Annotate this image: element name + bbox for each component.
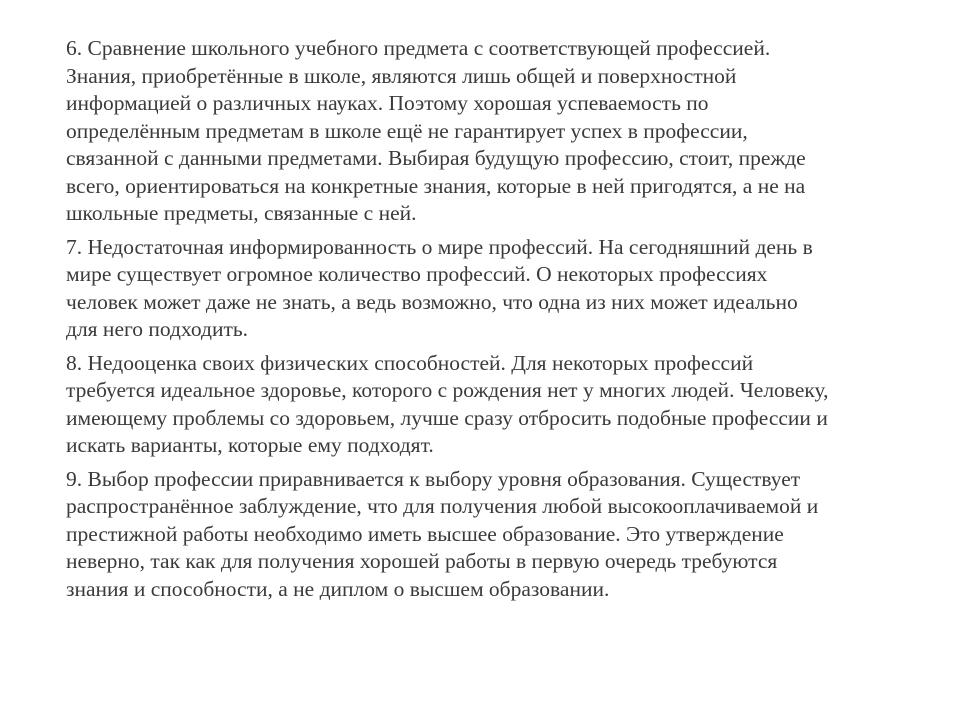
- paragraph-line: престижной работы необходимо иметь высшее образование. Это утверждение: [66, 521, 784, 546]
- paragraph-item-9: [66, 466, 916, 604]
- paragraph-line: неверно, так как для получения хорошей работы в первую очередь требуются: [66, 549, 778, 573]
- paragraph-line: мире существует огромное количество профессий. О некоторых профессиях: [66, 262, 768, 286]
- paragraph-item-7: [66, 234, 916, 344]
- paragraph-line: информацией о различных науках. Поэтому хорошая успеваемость по: [66, 91, 709, 115]
- paragraph-line: 7. Недостаточная информированность о мире профессий. На сегодняшний день в: [66, 234, 813, 259]
- slide-text-block: [66, 35, 916, 609]
- paragraph-line: всего, ориентироваться на конкретные знания, которые в ней пригодятся, а не на: [66, 173, 806, 198]
- paragraph-line: Знания, приобретённые в школе, являются лишь общей и поверхностной: [66, 63, 737, 88]
- paragraph-line: человек может даже не знать, а ведь возможно, что одна из них может идеально: [66, 289, 798, 314]
- paragraph-line: знания и способности, а не диплом о высшем образовании.: [66, 576, 610, 601]
- paragraph-line: школьные предметы, связанные с ней.: [66, 201, 417, 225]
- paragraph-line: определённым предметам в школе ещё не гарантирует успех в профессии,: [66, 118, 748, 143]
- paragraph-line: для него подходить.: [66, 317, 249, 341]
- paragraph-line: искать варианты, которые ему подходят.: [66, 433, 434, 457]
- paragraph-item-6: [66, 35, 916, 228]
- paragraph-line: связанной с данными предметами. Выбирая будущую профессию, стоит, прежде: [66, 146, 806, 170]
- paragraph-line: имеющему проблемы со здоровьем, лучше сразу отбросить подобные профессии и: [66, 405, 828, 430]
- paragraph-line: распространённое заблуждение, что для получения любой высокооплачиваемой и: [66, 494, 819, 518]
- paragraph-line: 8. Недооценка своих физических способностей. Для некоторых профессий: [66, 350, 754, 375]
- paragraph-item-8: [66, 350, 916, 460]
- paragraph-line: 9. Выбор профессии приравнивается к выбору уровня образования. Существует: [66, 466, 801, 491]
- paragraph-line: 6. Сравнение школьного учебного предмета с соответствующей профессией.: [66, 36, 771, 60]
- paragraph-line: требуется идеальное здоровье, которого с рождения нет у многих людей. Человеку,: [66, 378, 829, 402]
